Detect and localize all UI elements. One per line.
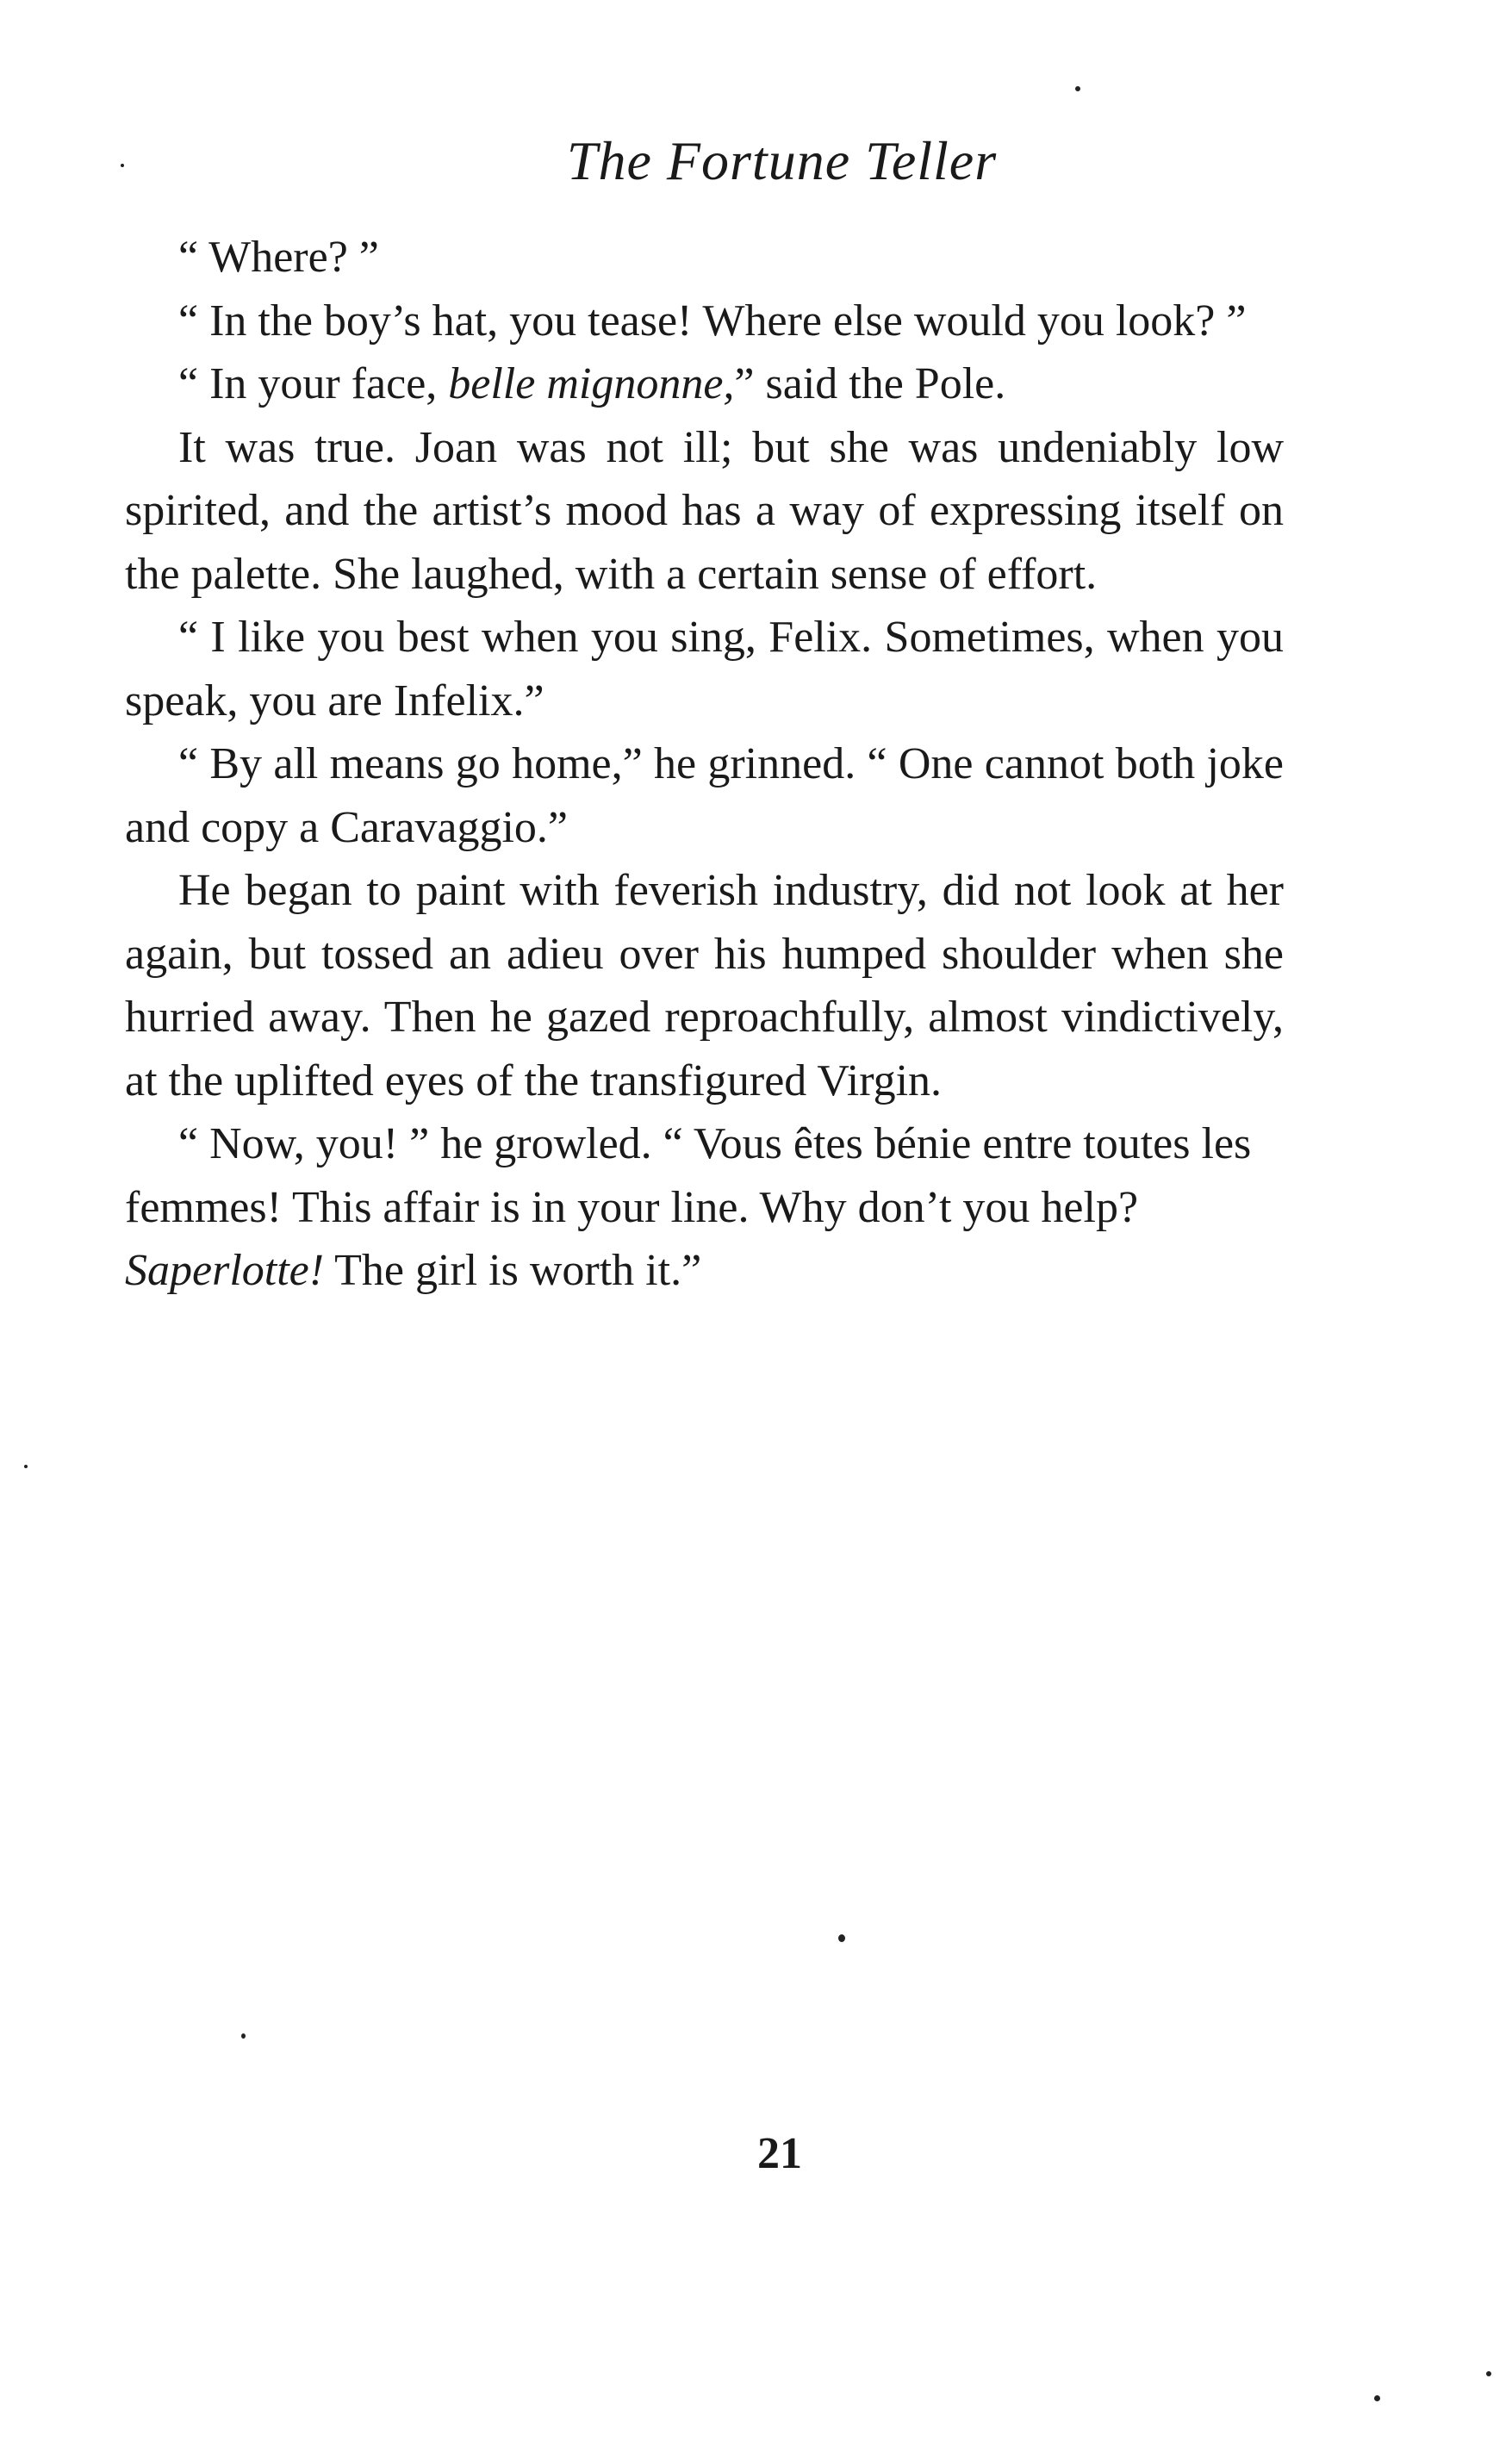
paragraph bbox=[125, 859, 1284, 1112]
page-number: 21 bbox=[757, 2129, 802, 2178]
scan-speck bbox=[24, 1465, 28, 1468]
italic-phrase: Saperlotte! bbox=[125, 1246, 325, 1295]
paragraph bbox=[125, 606, 1284, 732]
text-run: “ Now, you! ” he growled. “ Vous êtes bénie entre toutes les femmes! This affair is in your line. Why don’t you help? bbox=[125, 1119, 1252, 1232]
text-run: ” said the Pole. bbox=[734, 359, 1006, 408]
scan-speck bbox=[121, 164, 124, 167]
text-run: He began to paint with feverish industry, did not look at her again, but tossed an adieu over his humped shoulder when she hurried away. Then he gazed reproachfully, almost vindictively, at the uplifted eyes of the transfigured Virgin. bbox=[125, 866, 1284, 1105]
italic-phrase: belle mignonne, bbox=[448, 359, 735, 408]
scan-speck bbox=[241, 2033, 246, 2039]
paragraph bbox=[125, 1112, 1284, 1303]
text-run: “ Where? ” bbox=[178, 233, 379, 282]
scan-speck bbox=[1374, 2395, 1380, 2401]
running-head: The Fortune Teller bbox=[566, 130, 998, 191]
text-run: “ In the boy’s hat, you tease! Where else would you look? ” bbox=[178, 296, 1247, 346]
scan-speck bbox=[1075, 86, 1080, 91]
paragraph bbox=[125, 352, 1284, 416]
paragraph bbox=[125, 732, 1284, 859]
text-run: It was true. Joan was not ill; but she was undeniably low spirited, and the artist’s mood has a way of expressing itself on the palette. She laughed, with a certain sense of effort. bbox=[125, 422, 1284, 599]
text-run: “ By all means go home,” he grinned. “ One cannot both joke and copy a Caravaggio.” bbox=[125, 739, 1284, 852]
text-run: “ In your face, bbox=[178, 359, 449, 408]
paragraph bbox=[125, 416, 1284, 607]
text-run: The girl is worth it.” bbox=[324, 1246, 702, 1295]
scan-speck bbox=[1486, 2371, 1491, 2376]
scan-speck bbox=[838, 1934, 845, 1942]
body-text bbox=[125, 226, 1284, 1303]
paragraph bbox=[125, 290, 1284, 353]
text-run: “ I like you best when you sing, Felix. Sometimes, when you speak, you are Infelix.” bbox=[125, 613, 1284, 725]
paragraph bbox=[125, 226, 1284, 290]
